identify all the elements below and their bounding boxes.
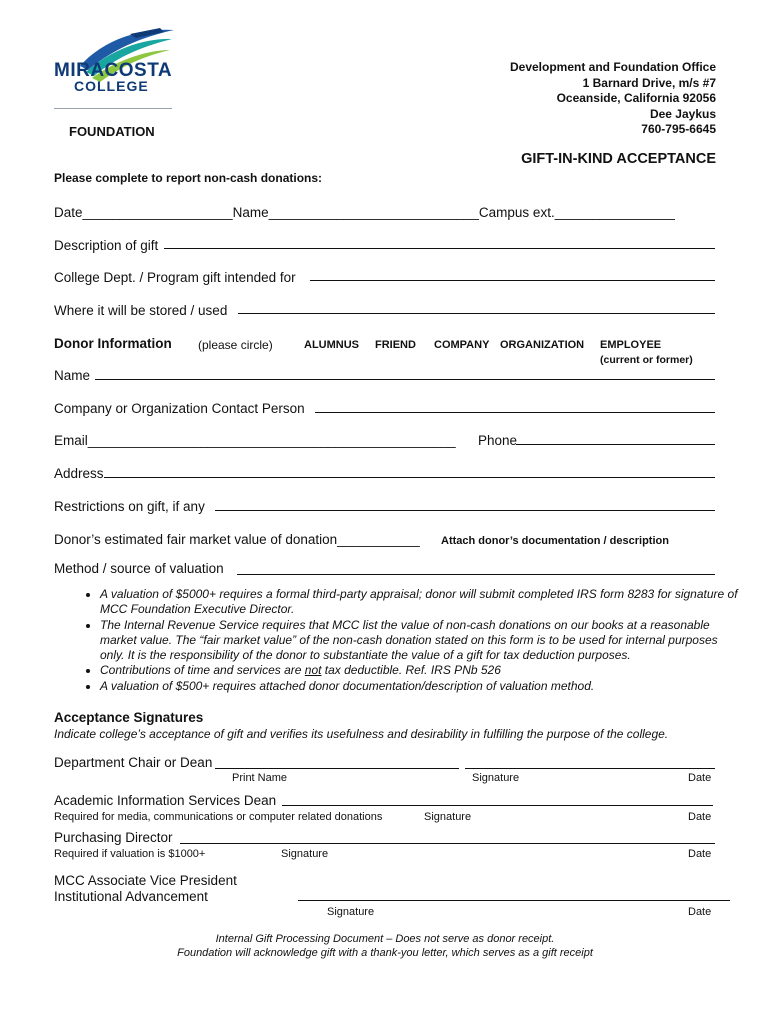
academic-dean-note: Required for media, communications or computer related donations [54, 811, 383, 823]
office-block [510, 60, 716, 138]
office-name: Development and Foundation Office [509, 60, 716, 74]
bullet-text-pre: Contributions of time and services are [100, 663, 305, 678]
dept-chair-print-caption: Print Name [232, 772, 288, 784]
please-circle-text: (please circle) [198, 338, 273, 352]
attach-note: Attach donor’s documentation / description [441, 535, 669, 547]
logo-divider [54, 108, 172, 109]
restrictions-field[interactable] [215, 510, 715, 511]
vp-label-line2: Institutional Advancement [54, 889, 208, 904]
stored-label: Where it will be stored / used [54, 303, 228, 318]
restrictions-label: Restrictions on gift, if any [54, 499, 205, 514]
contact-person-label: Company or Organization Contact Person [54, 401, 305, 416]
method-label: Method / source of valuation [54, 561, 224, 576]
office-city: Oceanside, California 92056 [556, 91, 716, 105]
vp-sign-field[interactable] [298, 900, 730, 901]
list-item [100, 663, 745, 678]
office-phone: 760-795-6645 [641, 122, 716, 136]
academic-dean-signature-caption: Signature [424, 811, 472, 823]
logo-miracosta-text: MIRACOSTA [54, 60, 173, 81]
form-title: GIFT-IN-KIND ACCEPTANCE [521, 151, 716, 167]
stored-field[interactable] [238, 313, 715, 314]
purchasing-label: Purchasing Director [54, 830, 173, 845]
academic-dean-date-caption: Date [688, 811, 712, 823]
dept-field[interactable] [310, 280, 715, 281]
description-field[interactable] [164, 248, 715, 249]
method-field[interactable] [237, 574, 715, 575]
donor-name-field[interactable] [95, 379, 715, 380]
office-address: 1 Barnard Drive, m/s #7 [582, 75, 716, 90]
phone-field[interactable] [516, 444, 715, 445]
logo-foundation-text: FOUNDATION [69, 124, 155, 139]
option-employee[interactable]: EMPLOYEE [600, 339, 662, 351]
contact-person-field[interactable] [315, 412, 715, 413]
date-name-campus-line[interactable]: Date____________________Name____________________________Campus ext.________________ [54, 205, 675, 220]
option-alumnus[interactable]: ALUMNUS [304, 339, 359, 351]
acceptance-note: Indicate college’s acceptance of gift and verifies its usefulness and desirability in fulfilling the purpose of the college. [54, 727, 669, 741]
dept-chair-signature-caption: Signature [472, 772, 520, 784]
logo-college-text: COLLEGE [74, 78, 149, 94]
footer-line1: Internal Gift Processing Document – Does not serve as donor receipt. [215, 933, 555, 945]
purchasing-note: Required if valuation is $1000+ [54, 848, 206, 860]
description-label: Description of gift [54, 238, 159, 253]
dept-chair-label: Department Chair or Dean [54, 755, 213, 770]
academic-dean-label: Academic Information Services Dean [54, 793, 277, 808]
dept-chair-print-field[interactable] [215, 768, 459, 769]
vp-label-line1: MCC Associate Vice President [54, 873, 237, 888]
bullet-text-underlined: not [304, 663, 322, 678]
acceptance-heading: Acceptance Signatures [54, 710, 204, 725]
purchasing-field[interactable] [180, 843, 715, 844]
address-field[interactable] [104, 477, 715, 478]
dept-label: College Dept. / Program gift intended for [54, 270, 296, 285]
employee-note: (current or former) [600, 354, 693, 366]
logo [52, 26, 177, 146]
bullet-text-post: tax deductible. Ref. IRS PNb 526 [321, 663, 501, 678]
office-contact: Dee Jaykus [649, 106, 716, 121]
dept-chair-sign-field[interactable] [465, 768, 715, 769]
valuation-notes-list [78, 587, 745, 694]
purchasing-date-caption: Date [688, 848, 712, 860]
vp-signature-caption: Signature [327, 906, 375, 918]
email-line[interactable]: Email_________________________________________________ [54, 433, 456, 448]
dept-chair-date-caption: Date [688, 772, 712, 784]
option-company[interactable]: COMPANY [434, 339, 490, 351]
option-friend[interactable]: FRIEND [375, 339, 416, 351]
donor-heading: Donor Information [54, 336, 172, 351]
donor-name-label: Name [54, 368, 91, 383]
phone-label: Phone [478, 433, 518, 448]
list-item: • A valuation of $5000+ requires a formal third-party appraisal; donor will submit completed IRS form 8283 for signature of MCC Foundation Executive Director. [100, 587, 745, 618]
footer-line2: Foundation will acknowledge gift with a thank-you letter, which serves as a gift receipt [177, 947, 593, 959]
academic-dean-field[interactable] [282, 805, 713, 806]
address-label: Address [54, 466, 104, 481]
fair-value-line[interactable]: Donor’s estimated fair market value of donation___________ [54, 532, 420, 547]
list-item: • A valuation of $500+ requires attached donor documentation/description of valuation method. [100, 679, 745, 694]
option-organization[interactable]: ORGANIZATION [500, 339, 585, 351]
instruction-text: Please complete to report non-cash donations: [54, 171, 323, 185]
list-item: • The Internal Revenue Service requires that MCC list the value of non-cash donations on our books at a reasonable market value. The “fair market value” of the non-cash donation stated on this form is to be used for internal purposes only. It is the responsibility of the donor to substantiate the value of a gift for tax deduction purposes. [100, 618, 745, 664]
vp-date-caption: Date [688, 906, 712, 918]
purchasing-signature-caption: Signature [281, 848, 329, 860]
